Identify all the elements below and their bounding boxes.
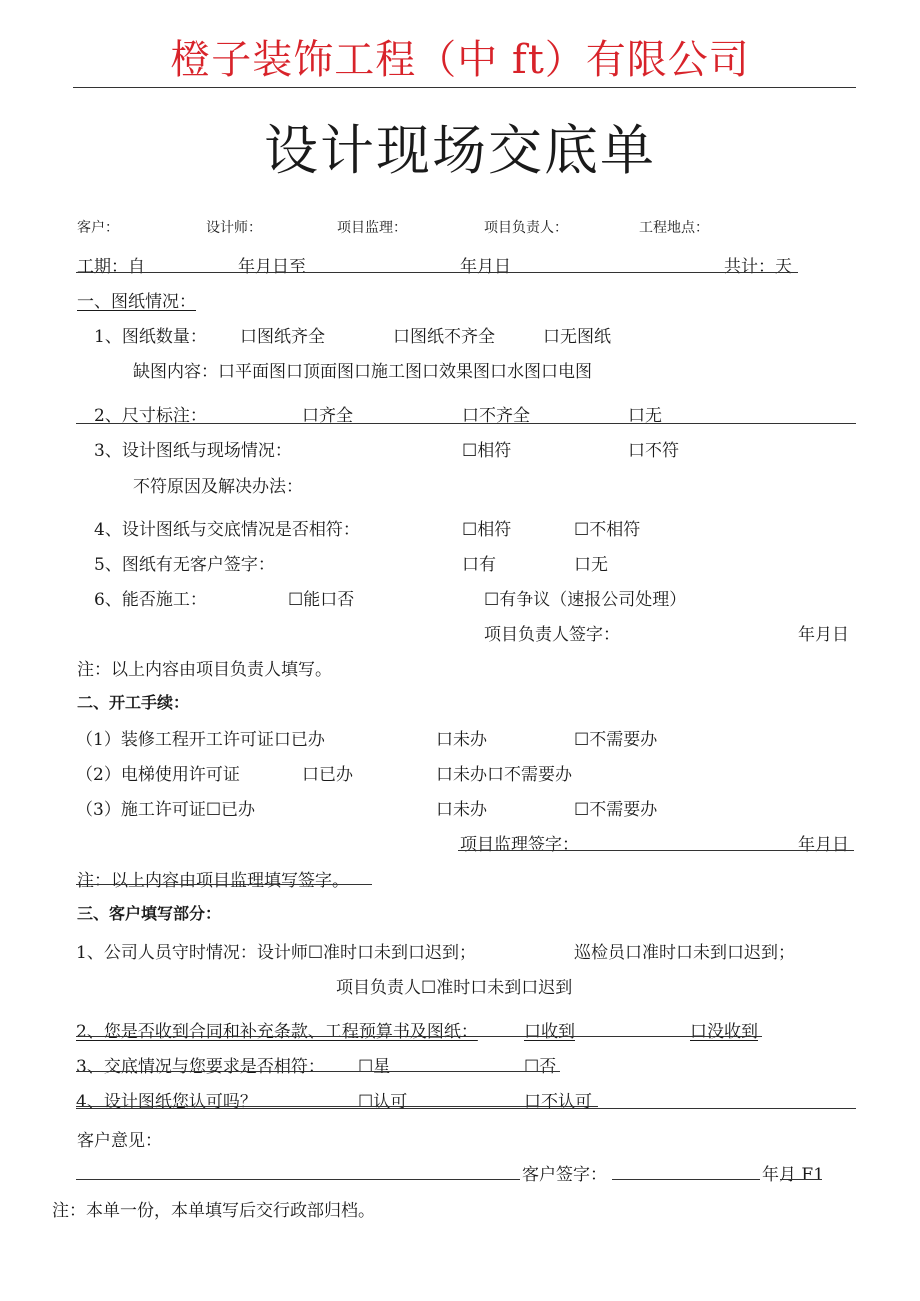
s3-sign-line[interactable]	[612, 1179, 760, 1180]
manager-label: 项目负责人：	[484, 220, 568, 236]
footnote: 注：本单一份，本单填写后交行政部归档。	[52, 1201, 375, 1221]
s3-q2-opt1[interactable]: 口收到	[524, 1022, 575, 1042]
s1-missing: 缺图内容：口平面图口顶面图口施工图口效果图口水图口电图	[133, 362, 592, 382]
s3-date-underline	[780, 1179, 822, 1180]
s1-q5-opt1[interactable]: 口有	[462, 555, 496, 575]
s3-opinion-label: 客户意见：	[77, 1131, 162, 1151]
s1-q3-opt2[interactable]: 口不符	[628, 441, 679, 461]
s3-divider	[76, 1108, 856, 1109]
s1-q2-opt1[interactable]: 口齐全	[302, 406, 353, 426]
s3-q1-manager[interactable]: 项目负责人☐准时口未到口迟到	[336, 978, 573, 998]
s1-q3-label: 3、设计图纸与现场情况：	[94, 441, 292, 461]
s1-q1-opt3[interactable]: 口无图纸	[543, 327, 611, 347]
s3-q4-label: 4、设计图纸您认可吗？	[76, 1092, 257, 1112]
period-mid1: 年月日至	[238, 257, 306, 277]
s2-sign-underline	[458, 850, 854, 851]
s3-q2-label: 2、您是否收到合同和补充条款、工程预算书及图纸：	[76, 1022, 478, 1042]
s1-q4-opt1[interactable]: ☐相符	[462, 520, 512, 540]
s2-r1-opt2[interactable]: ☐不需要办	[574, 730, 658, 750]
s1-note: 注：以上内容由项目负责人填写。	[77, 660, 332, 680]
s1-date: 年月日	[798, 625, 849, 645]
section3-heading: 三、客户填写部分：	[77, 904, 222, 923]
s2-r2-label: （2）电梯使用许可证	[76, 765, 240, 785]
s1-q4-label: 4、设计图纸与交底情况是否相符：	[94, 520, 360, 540]
page-title: 设计现场交底单	[264, 119, 656, 182]
s2-note-underline	[76, 884, 372, 885]
s3-q3-opt2[interactable]: ☐否	[524, 1057, 557, 1077]
s1-q6-opt2[interactable]: ☐有争议（速报公司处理）	[484, 590, 687, 610]
s1-q6-opt1[interactable]: ☐能口否	[288, 590, 355, 610]
s2-note: 注：以上内容由项目监理填写签字。	[77, 871, 349, 891]
s2-r1-opt1[interactable]: 口未办	[436, 730, 487, 750]
period-underline	[76, 272, 798, 273]
s2-r3-label: （3）施工许可证☐已办	[76, 800, 256, 820]
period-total: 共计：天	[724, 257, 792, 277]
supervisor-label: 项目监理：	[337, 220, 407, 236]
s2-supervisor-sign: 项目监理签字：	[460, 835, 579, 855]
s1-q3-opt1[interactable]: ☐相符	[462, 441, 512, 461]
s3-q2-opt2[interactable]: 口没收到	[690, 1022, 758, 1042]
s3-date: 年月 F1	[762, 1165, 825, 1185]
s1-q2-divider	[76, 423, 856, 424]
s2-date: 年月日	[798, 835, 849, 855]
s1-manager-sign: 项目负责人签字：	[484, 625, 620, 645]
section2-heading: 二、开工手续：	[77, 693, 190, 712]
s2-r1-label: （1）装修工程开工许可证口已办	[76, 730, 325, 750]
header-divider	[73, 87, 856, 88]
s1-q5-label: 5、图纸有无客户签字：	[94, 555, 275, 575]
s1-q6-label: 6、能否施工：	[94, 590, 207, 610]
s3-q3-underline	[76, 1071, 560, 1072]
section1-heading: 一、图纸情况：	[77, 292, 196, 312]
s2-r2-opt1[interactable]: 口未办口不需要办	[436, 765, 572, 785]
location-label: 工程地点：	[639, 220, 709, 236]
s1-q1-opt2[interactable]: 口图纸不齐全	[393, 327, 495, 347]
s2-r3-opt1[interactable]: 口未办	[436, 800, 487, 820]
s1-q1-opt1[interactable]: 口图纸齐全	[240, 327, 325, 347]
company-name: 橙子装饰工程（中 ft）有限公司	[170, 37, 750, 83]
s1-reason: 不符原因及解决办法：	[133, 477, 303, 497]
s3-opinion-line[interactable]	[76, 1179, 520, 1180]
s1-q4-opt2[interactable]: ☐不相符	[574, 520, 641, 540]
period-from: 工期：自	[77, 257, 145, 277]
s3-q1-designer[interactable]: 1、公司人员守时情况：设计师☐准时口未到口迟到；	[76, 943, 477, 963]
designer-label: 设计师：	[206, 220, 262, 236]
period-mid2: 年月日	[460, 257, 511, 277]
s3-q3-label: 3、交底情况与您要求是否相符：	[76, 1057, 325, 1077]
s3-q4-opt1[interactable]: ☐认可	[358, 1092, 408, 1112]
s1-q2-label: 2、尺寸标注：	[94, 406, 207, 426]
s3-q4-opt2[interactable]: 口不认可	[524, 1092, 592, 1112]
s3-client-sign: 客户签字：	[522, 1165, 607, 1185]
s1-q2-opt3[interactable]: 口无	[628, 406, 662, 426]
s3-q3-opt1[interactable]: ☐星	[358, 1057, 391, 1077]
client-label: 客户：	[77, 220, 119, 236]
s1-q5-opt2[interactable]: 口无	[574, 555, 608, 575]
s1-q2-opt2[interactable]: 口不齐全	[462, 406, 530, 426]
s2-r2-opt0[interactable]: 口已办	[302, 765, 353, 785]
s2-r3-opt2[interactable]: ☐不需要办	[574, 800, 658, 820]
s3-q2-underline	[76, 1036, 762, 1037]
s3-q4-underline	[76, 1106, 598, 1107]
s3-q1-inspector[interactable]: 巡检员口准时口未到口迟到；	[574, 943, 795, 963]
s1-q1-label: 1、图纸数量：	[94, 327, 207, 347]
